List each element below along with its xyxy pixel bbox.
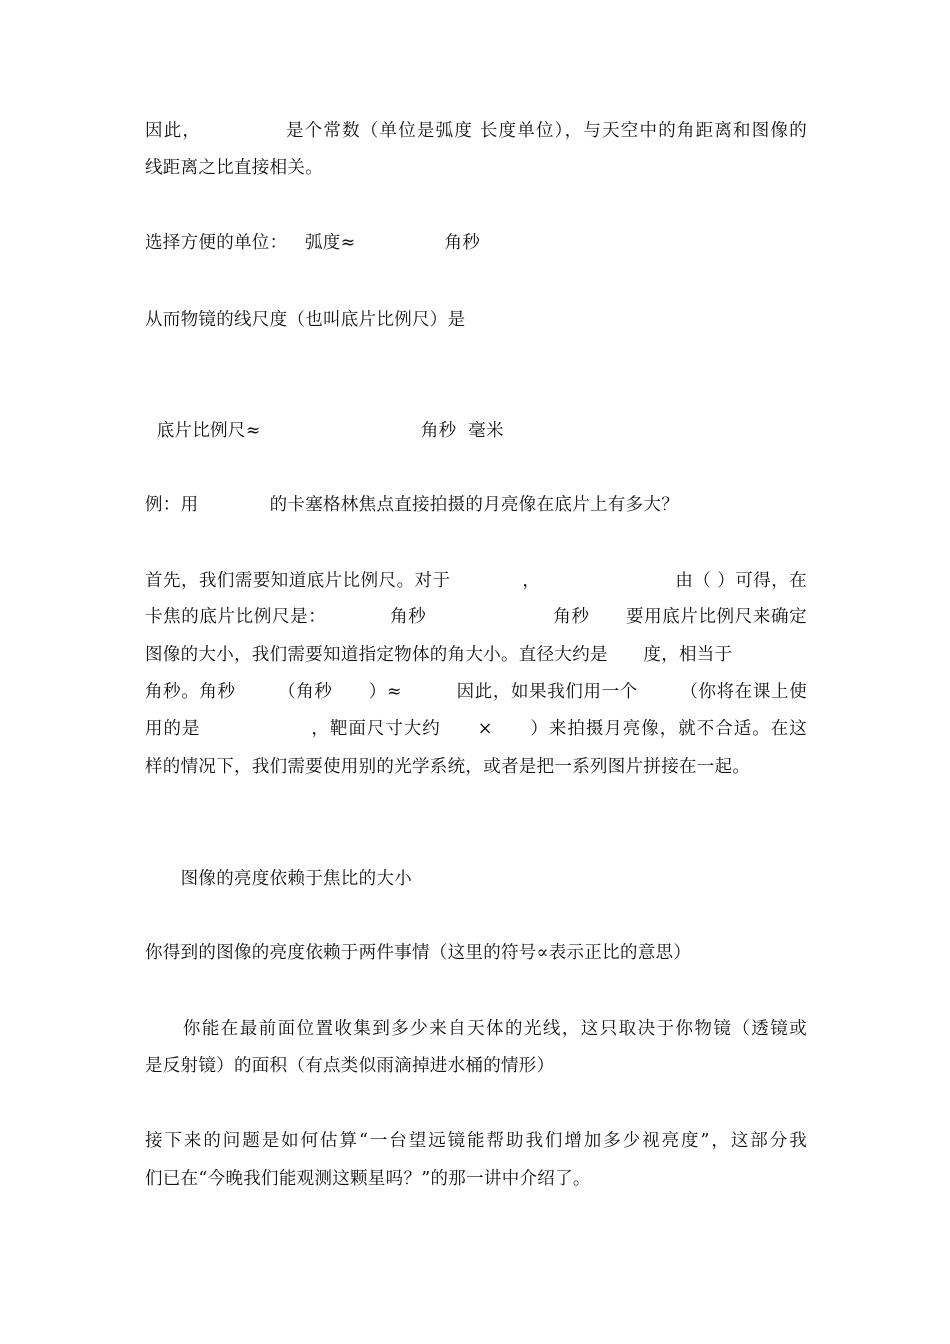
paragraph-line: 是反射镜）的面积（有点类似雨滴掉进水桶的情形） xyxy=(145,1056,555,1076)
paragraph-line: 选择方便的单位： 弧度≈ 角秒 xyxy=(145,233,481,253)
paragraph-line: 们已在“今晚我们能观测这颗星吗？”的那一讲中介绍了。 xyxy=(145,1169,591,1189)
section-heading: 图像的亮度依赖于焦比的大小 xyxy=(145,869,412,889)
paragraph-line: 你能在最前面位置收集到多少来自天体的光线，这只取决于你物镜（透镜或 xyxy=(145,1019,807,1039)
paragraph-line: 用的是 ，靶面尺寸大约 × ）来拍摄月亮像，就不合适。在这 xyxy=(145,719,807,739)
paragraph-line: 从而物镜的线尺度（也叫底片比例尺）是 xyxy=(145,310,466,330)
paragraph-line: 卡焦的底片比例尺是： 角秒 角秒 要用底片比例尺来确定 xyxy=(145,607,807,627)
paragraph-line: 线距离之比直接相关。 xyxy=(145,158,323,178)
paragraph-line: 首先，我们需要知道底片比例尺。对于 ， 由（ ）可得，在 xyxy=(145,571,807,591)
paragraph-line: 例：用 的卡塞格林焦点直接拍摄的月亮像在底片上有多大？ xyxy=(145,495,679,515)
paragraph-line: 因此， 是个常数（单位是弧度 长度单位），与天空中的角距离和图像的 xyxy=(145,121,807,141)
paragraph-line: 样的情况下，我们需要使用别的光学系统，或者是把一系列图片拼接在一起。 xyxy=(145,757,751,777)
paragraph-line: 角秒。角秒 （角秒 ）≈ 因此，如果我们用一个 （你将在课上使 xyxy=(145,682,807,702)
formula-line: 底片比例尺≈ 角秒 毫米 xyxy=(145,421,504,441)
paragraph-line: 接下来的问题是如何估算“一台望远镜能帮助我们增加多少视亮度”，这部分我 xyxy=(145,1131,807,1151)
paragraph-line: 你得到的图像的亮度依赖于两件事情（这里的符号∝表示正比的意思） xyxy=(145,943,692,963)
paragraph-line: 图像的大小，我们需要知道指定物体的角大小。直径大约是 度，相当于 xyxy=(145,645,733,665)
